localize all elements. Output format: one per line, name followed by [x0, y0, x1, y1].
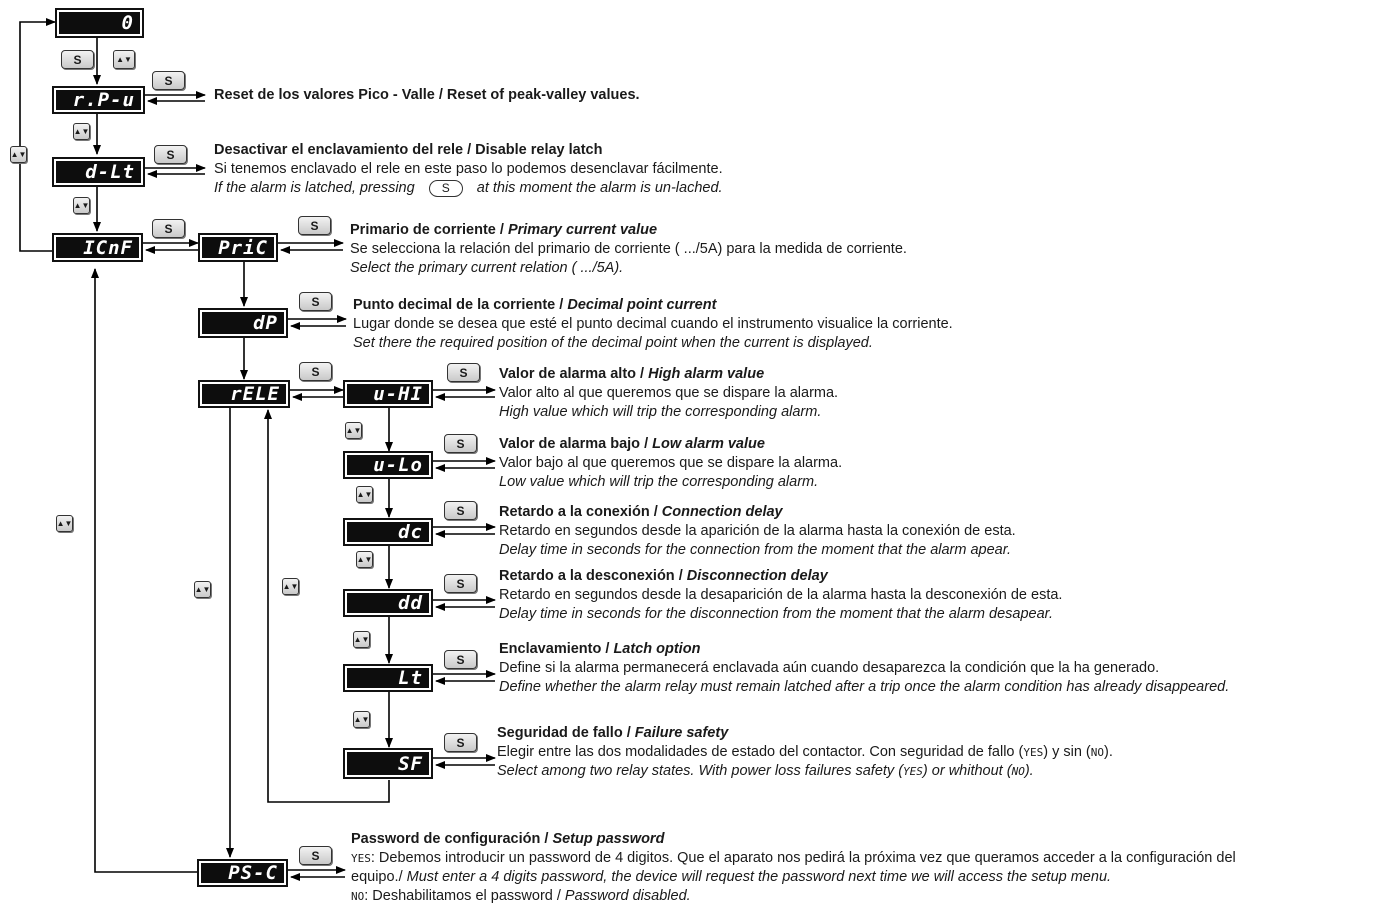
pric-es: Se selecciona la relación del primario de corriente ( .../5A) para la medida de corriente. — [350, 241, 907, 257]
dd-title: Retardo a la desconexión / Disconnection delay — [499, 568, 828, 584]
dc-en: Delay time in seconds for the connection from the moment that the alarm apear. — [499, 542, 1012, 558]
sf-es: Elegir entre las dos modalidades de estado del contactor. Con seguridad de fallo (YES) y sin (NO). — [497, 744, 1113, 760]
updown-key[interactable]: ▲▼ — [345, 422, 362, 439]
s-key[interactable]: S — [299, 292, 332, 311]
dc-description — [499, 503, 1016, 560]
updown-key[interactable]: ▲▼ — [353, 631, 370, 648]
ulo-description — [499, 435, 842, 492]
ulo-title: Valor de alarma bajo / Low alarm value — [499, 436, 765, 452]
inline-s-key: S — [429, 180, 463, 197]
dp-es: Lugar donde se desea que esté el punto decimal cuando el instrumento visualice la corriente. — [353, 316, 953, 332]
updown-key[interactable]: ▲▼ — [10, 146, 27, 163]
uhi-es: Valor alto al que queremos que se dispare la alarma. — [499, 385, 839, 401]
sf-en: Select among two relay states. With power loss failures safety (YES) or whithout (NO). — [497, 763, 1034, 779]
dlt-title: Desactivar el enclavamiento del rele / Disable relay latch — [214, 142, 603, 158]
uhi-description — [499, 365, 838, 422]
dlt-es: Si tenemos enclavado el rele en este paso lo podemos desenclavar fácilmente. — [214, 161, 723, 177]
updown-key[interactable]: ▲▼ — [73, 197, 90, 214]
s-key[interactable]: S — [152, 219, 185, 238]
s-key[interactable]: S — [154, 145, 187, 164]
s-key[interactable]: S — [61, 50, 94, 69]
dd-description — [499, 567, 1062, 624]
dp-title: Punto decimal de la corriente / Decimal point current — [353, 297, 717, 313]
updown-key[interactable]: ▲▼ — [73, 123, 90, 140]
sf-title: Seguridad de fallo / Failure safety — [497, 725, 729, 741]
display-zero: 0 — [55, 8, 144, 38]
display-lt: Lt — [343, 664, 433, 692]
display-dlt: d-Lt — [52, 157, 145, 187]
updown-key[interactable]: ▲▼ — [56, 515, 73, 532]
s-key[interactable]: S — [298, 216, 331, 235]
pric-title: Primario de corriente / Primary current value — [350, 222, 658, 238]
dd-en: Delay time in seconds for the disconnection from the moment that the alarm desapear. — [499, 606, 1053, 622]
display-ulo: u-Lo — [343, 451, 433, 479]
s-key[interactable]: S — [152, 71, 185, 90]
lt-title: Enclavamiento / Latch option — [499, 641, 701, 657]
display-psc: PS-C — [197, 859, 288, 887]
display-uhi: u-HI — [343, 380, 433, 408]
psc-no-line: NO: Deshabilitamos el password / Password disabled. — [351, 888, 691, 904]
display-icnf: ICnF — [52, 233, 143, 262]
display-rpu: r.P-u — [52, 86, 145, 114]
ulo-es: Valor bajo al que queremos que se dispare la alarma. — [499, 455, 843, 471]
s-key[interactable]: S — [299, 362, 332, 381]
display-dp: dP — [198, 308, 288, 338]
updown-key[interactable]: ▲▼ — [356, 486, 373, 503]
lt-es: Define si la alarma permanecerá enclavada aún cuando desaparezca la condición que la ha generado. — [499, 660, 1160, 676]
updown-key[interactable]: ▲▼ — [113, 50, 135, 69]
display-sf: SF — [343, 748, 433, 779]
psc-line2: equipo./ Must enter a 4 digits password, the device will request the password next time we will access the setup menu. — [351, 869, 1112, 885]
s-key[interactable]: S — [444, 650, 477, 669]
dp-en: Set there the required position of the decimal point when the current is displayed. — [353, 335, 873, 351]
lt-description — [499, 640, 1229, 697]
s-key[interactable]: S — [444, 434, 477, 453]
rpu-title: Reset de los valores Pico - Valle / Reset of peak-valley values. — [214, 87, 640, 103]
s-key[interactable]: S — [444, 501, 477, 520]
display-dc: dc — [343, 518, 433, 546]
uhi-en: High value which will trip the corresponding alarm. — [499, 404, 822, 420]
pric-en: Select the primary current relation ( .../5A). — [350, 260, 624, 276]
dc-es: Retardo en segundos desde la aparición de la alarma hasta la conexión de esta. — [499, 523, 1016, 539]
display-pric: PriC — [198, 233, 278, 262]
lt-en: Define whether the alarm relay must remain latched after a trip once the alarm condition has already disappeared. — [499, 679, 1230, 695]
updown-key[interactable]: ▲▼ — [353, 711, 370, 728]
rpu-description — [214, 86, 640, 105]
dd-es: Retardo en segundos desde la desaparición de la alarma hasta la desconexión de esta. — [499, 587, 1063, 603]
display-rele: rELE — [198, 380, 290, 408]
psc-yes-line: YES: Debemos introducir un password de 4 digitos. Que el aparato nos pedirá la próxima vez que queramos acceder a la configuración del — [351, 850, 1236, 866]
dc-title: Retardo a la conexión / Connection delay — [499, 504, 783, 520]
pric-description — [350, 221, 907, 278]
uhi-title: Valor de alarma alto / High alarm value — [499, 366, 765, 382]
dp-description — [353, 296, 953, 353]
sf-description — [497, 724, 1113, 781]
s-key[interactable]: S — [447, 363, 480, 382]
updown-key[interactable]: ▲▼ — [194, 581, 211, 598]
dlt-description — [214, 141, 723, 198]
s-key[interactable]: S — [444, 574, 477, 593]
psc-description — [351, 830, 1236, 906]
psc-title: Password de configuración / Setup password — [351, 831, 665, 847]
dlt-en: If the alarm is latched, pressing S at this moment the alarm is un-lached. — [214, 180, 723, 196]
s-key[interactable]: S — [299, 846, 332, 865]
display-dd: dd — [343, 589, 433, 617]
updown-key[interactable]: ▲▼ — [356, 551, 373, 568]
updown-key[interactable]: ▲▼ — [282, 578, 299, 595]
s-key[interactable]: S — [444, 733, 477, 752]
ulo-en: Low value which will trip the corresponding alarm. — [499, 474, 819, 490]
